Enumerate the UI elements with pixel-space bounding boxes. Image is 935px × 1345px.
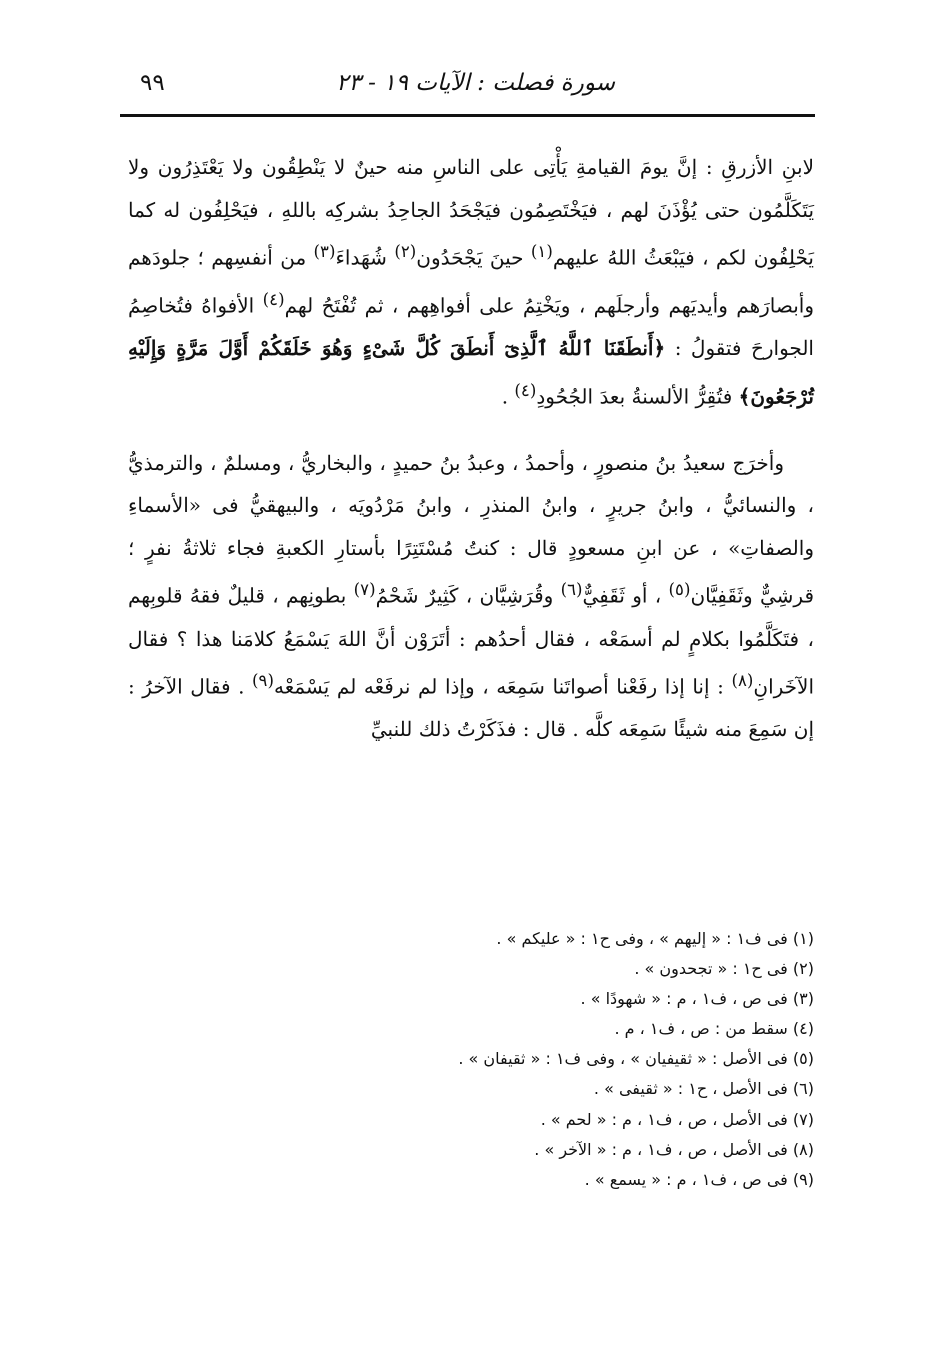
text-line: وأخرَج سعيدُ بنُ منصورٍ ، وأحمدُ ، وعبدُ بنُ حميدٍ ، والبخاريُّ ، ومسلمٌ ،: [209, 450, 785, 475]
text-run: : إنا إذا رفَعْنا أصواتَنا سَمِعَه ، وإذا لم نرفَعْه لم: [336, 674, 732, 699]
text-run: فتُقِرُّ الألسنةُ بعدَ: [599, 384, 739, 409]
footnote-3: (٣) فى ص ، ف١ ، م : « شهودًا » .: [580, 989, 814, 1009]
text-run: ، أو ثَقَفِيٌّ: [582, 584, 669, 609]
footnote-5: (٥) فى الأصل : « ثقيفيان » ، وفى ف١ : « ثقيفان » .: [458, 1049, 814, 1069]
footnote-1: (١) فى ف١ : « إليهم » ، وفى ح١ : « عليكم » .: [496, 929, 814, 948]
running-title: سورة فصلت : الآيات ١٩ - ٢٣: [336, 70, 615, 96]
text-run: شُهَداءَ: [335, 245, 387, 270]
text-run: . فقال الآخرُ : إن سَمِعَ منه شيئًا سَمِعَه كلَّه . قال : فذَكَرْتُ ذلك للنبيِّ: [128, 674, 814, 742]
text-run: ثلاثةُ نفرٍ ؛ قرشِيٌّ وثَقَفِيَّان: [128, 535, 815, 609]
page-header: [120, 66, 815, 110]
footnote-ref: (٤): [262, 290, 285, 310]
footnote-ref: (٦): [560, 580, 583, 600]
text-run: يَسْمَعْه: [274, 674, 330, 699]
text-run: حينَ يَجْحَدُون: [416, 245, 531, 270]
footnote-8: (٨) فى الأصل ، ص ، ف١ ، م : « الآخر » .: [534, 1139, 814, 1159]
text-run: وقُرَشِيَّان ، كَثِيرٌ شَحْمُ: [375, 584, 561, 609]
footnote-ref: (٨): [731, 671, 754, 691]
footnote-ref: (٣): [313, 242, 336, 261]
footnote-ref: (٤): [514, 380, 537, 400]
main-text: [128, 146, 814, 751]
text-run: بطونِهم ، قليلٌ: [227, 584, 354, 609]
text-line: ولا يَتَكَلَّمُون حتى يُؤْذَنَ لهم ، فيَخْتَصِمُون فيَجْحَدُ الجاحِدُ بشركِه باللهِ ،: [128, 155, 815, 222]
text-line: لابنِ الأزرقِ : إنَّ يومَ القيامةِ يَأْتِى على الناسِ منه حينٌ لا يَنْطِقُون ولا يَعْتَذِرُون: [157, 155, 815, 179]
footnote-ref: (٧): [353, 580, 376, 600]
text-run: أفواهِهم ، ثم تُفْتَحُ لهم: [284, 293, 471, 318]
quran-verse: ﴿أَنطَقَنَا ٱللَّهُ ٱلَّذِىٓ أَنطَقَ كُلَّ شَىْءٍ وَهُوَ خَلَقَكُمْ أَوَّلَ مَرَّةٍ وَإِلَيْهِ تُرْجَعُونَ﴾: [128, 336, 814, 409]
footnote-7: (٧) فى الأصل ، ص ، ف١ ، م : « لحم » .: [540, 1109, 814, 1129]
footnote-6: (٦) فى الأصل ، ح١ : « ثقيفى » .: [593, 1079, 814, 1099]
text-line: فقهُ قلوبِهم ، فتَكَلَّمُوا بكلامٍ لم أسمَعْه ، فقال أحدُهم : أتَرَوْن أنَّ اللهَ يَسْمَعُ: [128, 584, 815, 651]
footnote-2: (٢) فى ح١ : « تجحدون » .: [634, 959, 814, 979]
paragraph-2: [128, 442, 814, 751]
footnote-4: (٤) سقط من : ص ، ف١ ، م .: [614, 1019, 814, 1039]
text-run: الجُحُودِ: [536, 384, 594, 409]
text-run: الأفواهُ فتُخاصِمُ الجوارحَ فتقولُ :: [128, 293, 814, 361]
footnote-ref: (١): [530, 242, 553, 261]
text-line: «الأسماءِ والصفاتِ» ، عن ابنِ مسعودٍ قال : كنتُ مُسْتَتِرًا بأستارِ الكعبةِ فجاء: [128, 493, 814, 560]
footnote-ref: (٢): [394, 242, 417, 261]
text-run: .: [501, 384, 515, 409]
page-number: ٩٩: [140, 70, 165, 96]
footnote-9: (٩) فى ص ، ف١ ، م : « يسمع » .: [584, 1169, 814, 1189]
paragraph-1: [128, 146, 814, 418]
footnote-ref: (٩): [252, 671, 274, 691]
footnote-ref: (٥): [668, 580, 691, 600]
text-line: والترمذيُّ ، والنسائيُّ ، وابنُ جريرٍ ، وابنُ المنذرِ ، وابنُ مَرْدُويَه ، والبيهقيُّ فى: [128, 450, 815, 518]
text-run: من أنفسِهم ؛ جلودَهم وأبصارَهم وأيديَهم وأرجلَهم ، ويَخْتِمُ على: [128, 245, 815, 318]
footnotes: [250, 924, 814, 1195]
text-run: فيَحْلِفُون له كما يَحْلِفُون لكم ، فيَبْعَثُ اللهُ عليهم: [128, 197, 814, 270]
header-rule: [120, 114, 815, 117]
text-run: كلامَنا هذا ؟ فقال الآخَرانِ: [128, 626, 814, 699]
